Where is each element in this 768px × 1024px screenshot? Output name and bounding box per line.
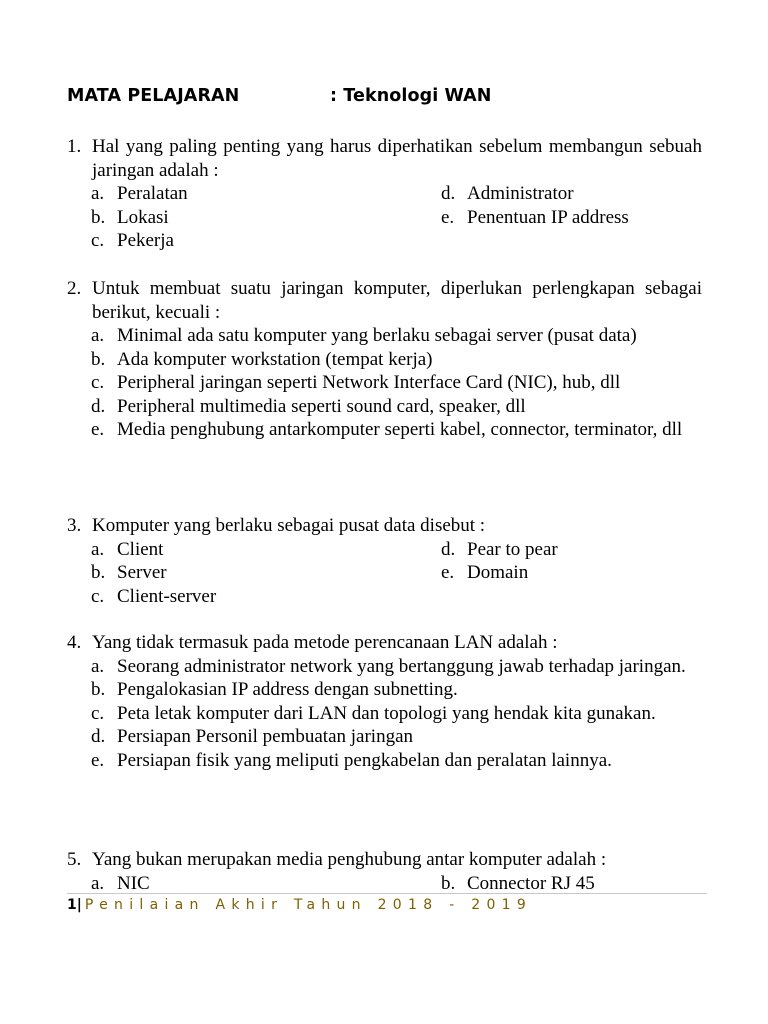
footer-text: Penilaian Akhir Tahun 2018 - 2019 [84,897,533,913]
subject-value: : Teknologi WAN [330,86,492,106]
question-1 [67,135,702,253]
option-grid: a. Peralatan d. Administrator b. Lokasi e. Penentuan IP address c. Pekerja [91,183,629,251]
option-list [67,655,702,773]
subject-label: MATA PELAJARAN [67,86,240,106]
question-3 [67,514,702,608]
option-c: c. Peripheral jaringan seperti Network Interface Card (NIC), hub, dll [91,372,621,393]
question-4 [67,631,702,772]
option-list [67,324,702,442]
question-5 [67,848,702,895]
question-stem [67,135,702,182]
question-number: 1. [67,136,82,157]
option-e: e. Media penghubung antarkomputer seperti kabel, connector, terminator, dll [91,419,683,440]
footer-separator: | [76,897,82,913]
option-c: c. Peta letak komputer dari LAN dan topologi yang hendak kita gunakan. [91,702,656,724]
footer-divider [67,893,707,894]
option-a: a. Seorang administrator network yang bertanggung jawab terhadap jaringan. [91,655,686,677]
option-d: d. Persiapan Personil pembuatan jaringan [91,726,414,747]
question-text: Komputer yang berlaku sebagai pusat data disebut : [92,515,486,536]
option-b: b. Pengalokasian IP address dengan subnetting. [91,679,458,700]
page-footer [67,897,532,913]
question-text: Yang bukan merupakan media penghubung antar komputer adalah : [92,849,607,870]
option-grid: a. NIC b. Connector RJ 45 [91,872,595,894]
option-a: a. Minimal ada satu komputer yang berlaku sebagai server (pusat data) [91,325,637,346]
option-e: e. Persiapan fisik yang meliputi pengkabelan dan peralatan lainnya. [91,749,612,771]
question-text: Hal yang paling penting yang harus diperhatikan sebelum membangun sebuah jaringan adalah : [92,136,702,181]
option-b: b. Ada komputer workstation (tempat kerja) [91,348,433,370]
question-number: 3. [67,515,82,536]
option-d: d. Peripheral multimedia seperti sound card, speaker, dll [91,395,526,417]
option-grid: a. Client d. Pear to pear b. Server e. Domain c. Client-server [91,538,558,607]
question-text: Untuk membuat suatu jaringan komputer, diperlukan perlengkapan sebagai berikut, kecuali : [92,278,702,323]
question-stem [67,848,702,872]
question-number: 2. [67,278,82,299]
question-number: 5. [67,849,82,870]
question-2 [67,277,702,442]
question-stem [67,631,702,655]
question-number: 4. [67,632,82,653]
page-number: 1 [67,897,77,913]
question-stem [67,277,702,324]
question-stem [67,514,702,538]
question-text: Yang tidak termasuk pada metode perencanaan LAN adalah : [92,632,558,653]
